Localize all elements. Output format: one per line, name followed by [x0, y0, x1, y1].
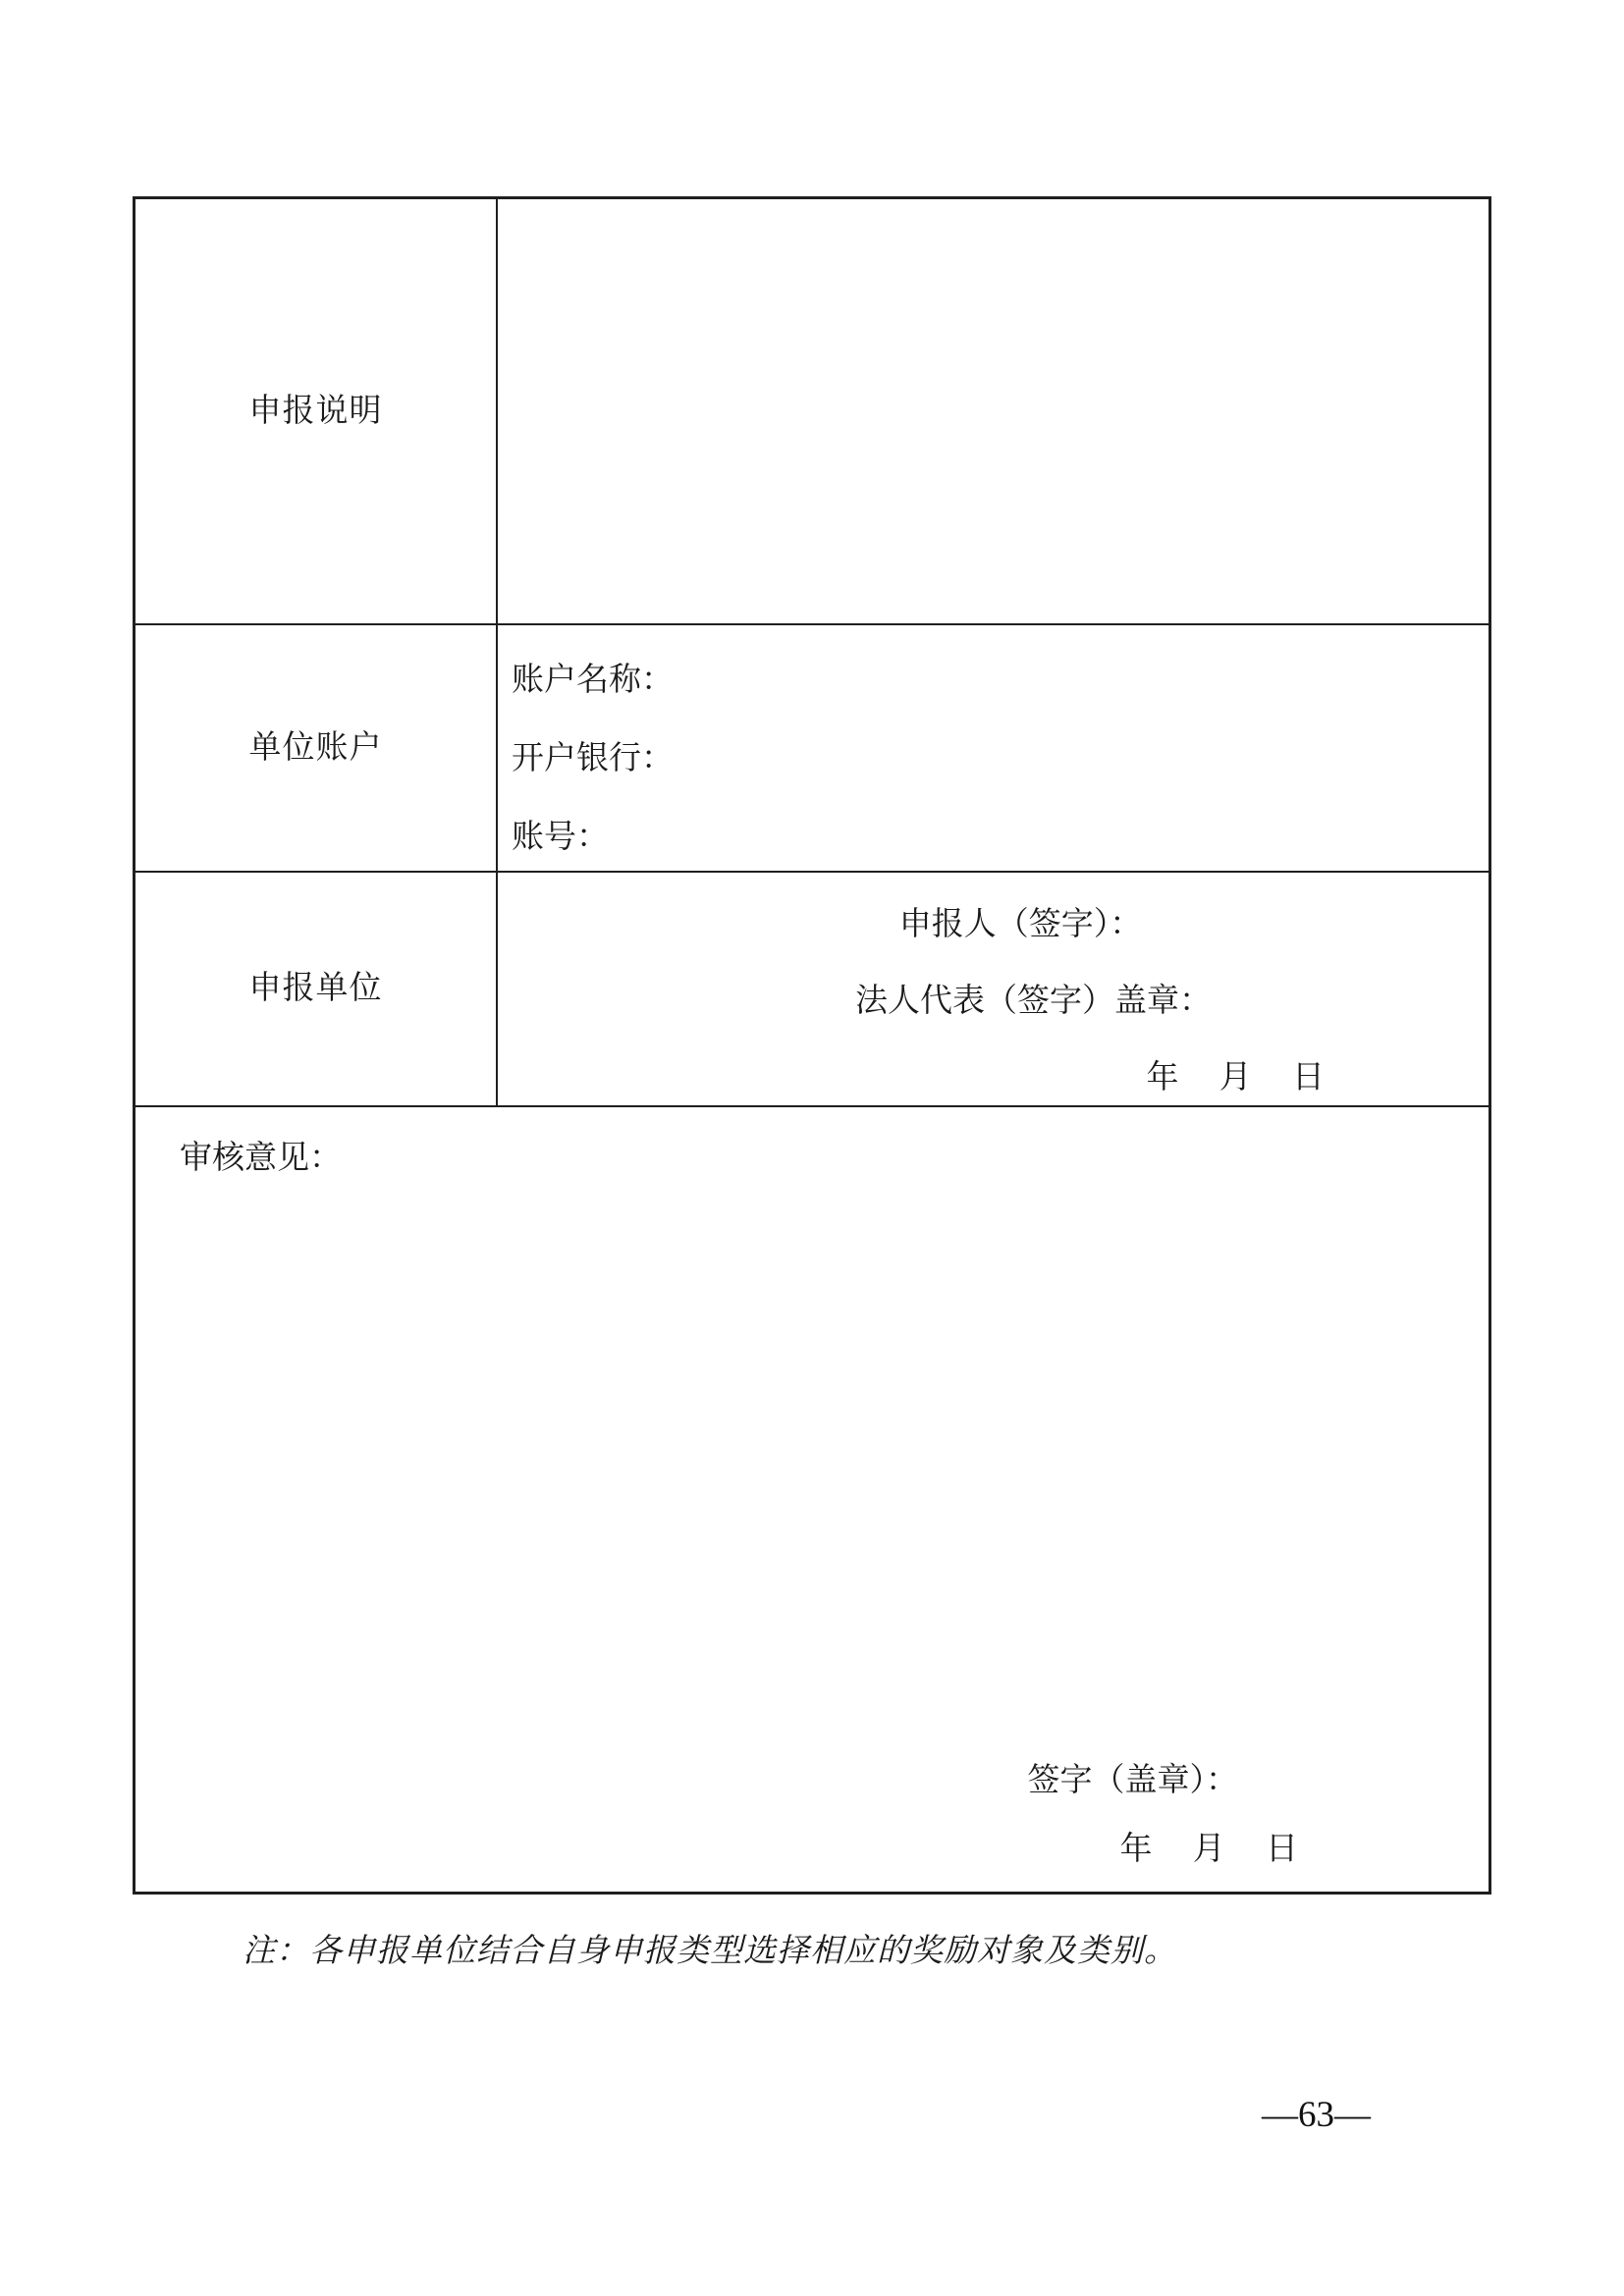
- applicant-unit-content-cell: [498, 873, 1489, 1107]
- applicant-unit-date-line: 年 月 日: [1146, 1060, 1325, 1095]
- declaration-note-label: 申报说明: [248, 393, 383, 429]
- page-number: —63—: [1262, 2095, 1371, 2135]
- account-number-field: 账号：: [512, 820, 609, 855]
- applicant-unit-label-cell: [135, 873, 498, 1107]
- footnote: 注：各申报单位结合自身申报类型选择相应的奖励对象及类别。: [243, 1934, 1177, 1969]
- unit-account-label: 单位账户: [248, 729, 383, 766]
- review-opinion-cell: [135, 1107, 1489, 1892]
- applicant-signature-line: 申报人（签字）：: [898, 907, 1143, 942]
- bank-name-field: 开户银行：: [512, 741, 674, 776]
- applicant-unit-label: 申报单位: [248, 971, 383, 1006]
- legal-representative-signature-line: 法人代表（签字）盖章：: [855, 984, 1212, 1019]
- review-signature-seal-line: 签字（盖章）：: [1027, 1763, 1238, 1798]
- account-name-field: 账户名称：: [512, 663, 674, 698]
- declaration-note-label-cell: [135, 199, 498, 625]
- application-form-table: [133, 196, 1491, 1895]
- review-date-line: 年 月 日: [1119, 1832, 1298, 1867]
- declaration-note-content-cell: [498, 199, 1489, 625]
- unit-account-label-cell: [135, 625, 498, 873]
- review-opinion-label: 审核意见：: [180, 1141, 342, 1176]
- unit-account-content-cell: [498, 625, 1489, 873]
